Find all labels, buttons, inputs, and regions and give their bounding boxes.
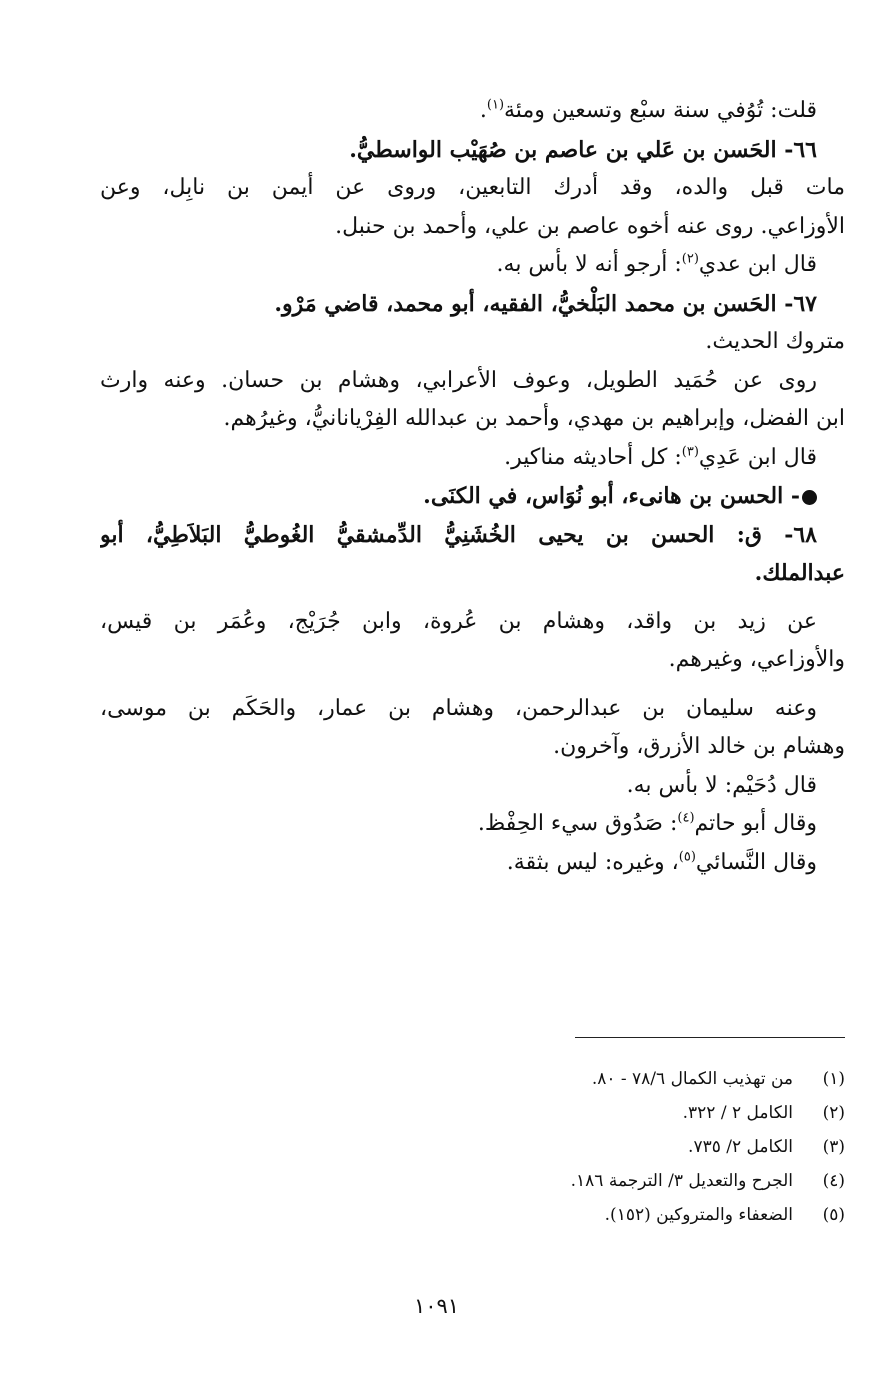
text-line: قال ابن عَدِي$^{(٣)}$: كل أحاديثه مناكير. (504, 444, 817, 470)
text-line: روى عن حُمَيد الطويل، وعوف الأعرابي، وهشام بن حسان. وعنه وارث (100, 367, 817, 393)
entry-67-title: ٦٧- الحَسن بن محمد البَلْخيُّ، الفقيه، أبو محمد، قاضي مَرْو. (274, 290, 817, 317)
text-line: والأوزاعي، وغيرهم. (668, 647, 845, 672)
footnote (85, 1096, 845, 1130)
text-line: قال دُحَيْم: لا بأس به. (626, 772, 817, 798)
footnote-number: (٢) (822, 1103, 845, 1123)
text-line: وهشام بن خالد الأزرق، وآخرون. (553, 734, 845, 759)
footnote-ref[interactable]: (٣) (681, 444, 699, 460)
footnote-ref[interactable]: (١) (486, 97, 505, 113)
footnote-text: الضعفاء والمتروكين (١٥٢). (604, 1205, 793, 1225)
text-line: متروك الحديث. (705, 329, 845, 354)
page-number: ١٠٩١ (413, 1294, 460, 1318)
text-line: وقال أبو حاتم$^{(٤)}$: صَدُوق سيء الحِفْظ. (477, 810, 817, 836)
footnote-ref[interactable]: (٤) (677, 810, 695, 826)
footnote-number: (٥) (822, 1205, 845, 1225)
entry-68-title: ٦٨- ق: الحسن بن يحيى الخُشَنِيُّ الدِّمشقيُّ الغُوطيُّ البَلاَطِيُّ، أبو (100, 521, 817, 548)
text-line: ابن الفضل، وإبراهيم بن مهدي، وأحمد بن عبدالله الفِرْيانانيُّ، وغيرُهم. (223, 406, 845, 431)
footnote (85, 1130, 845, 1164)
text-line: عن زيد بن واقد، وهشام بن عُروة، وابن جُرَيْج، وعُمَر بن قيس، (100, 608, 817, 634)
entry-68-title-cont: عبدالملك. (754, 560, 845, 586)
kunya-cross-reference: - الحسن بن هانىء، أبو نُوَاس، في الكنَى. (100, 477, 845, 516)
entry-66-title: ٦٦- الحَسن بن عَلي بن عاصم بن صُهَيْب الواسطيُّ. (349, 136, 817, 163)
main-text (100, 92, 845, 882)
footnote-text: الجرح والتعديل ٣/ الترجمة ١٨٦. (570, 1171, 793, 1191)
text-line: الأوزاعي. روى عنه أخوه عاصم بن علي، وأحمد بن حنبل. (335, 213, 845, 239)
text-line: وقال النَّسائي$^{(٥)}$، وغيره: ليس بثقة. (506, 849, 817, 875)
bullet-icon (802, 490, 817, 505)
footnote-number: (٤) (822, 1171, 845, 1191)
footnote-number: (٣) (822, 1137, 845, 1157)
footnote-text: الكامل ٢ / ٣٢٢. (682, 1103, 793, 1123)
text-line: مات قبل والده، وقد أدرك التابعين، وروى عن أيمن بن نابِل، وعن (100, 175, 845, 200)
footnote-text: الكامل ٢/ ٧٣٥. (688, 1137, 793, 1157)
footnote (85, 1062, 845, 1096)
footnote-ref[interactable]: (٥) (678, 849, 696, 865)
footnotes (85, 1062, 845, 1232)
footnote-number: (١) (822, 1069, 845, 1089)
text-line: قال ابن عدي$^{(٢)}$: أرجو أنه لا بأس به. (496, 251, 817, 277)
footnote-text: من تهذيب الكمال ٧٨/٦ - ٨٠. (591, 1069, 793, 1089)
text-line: قلت: تُوُفي سنة سبْع وتسعين ومئة$^{(١)}$. (479, 97, 817, 123)
footnote (85, 1164, 845, 1198)
text-line: وعنه سليمان بن عبدالرحمن، وهشام بن عمار، والحَكَم بن موسى، (100, 695, 817, 721)
footnote-divider (575, 1037, 845, 1038)
footnote-ref[interactable]: (٢) (681, 251, 699, 267)
footnote (85, 1198, 845, 1232)
